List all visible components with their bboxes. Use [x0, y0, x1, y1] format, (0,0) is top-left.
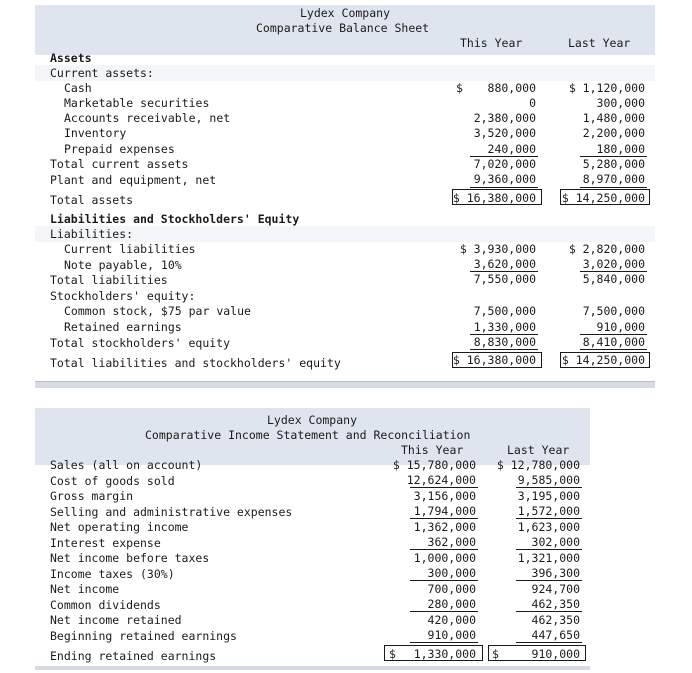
total-assets-this: $ 16,380,000: [452, 191, 536, 205]
underline: [410, 580, 478, 581]
underline: [410, 549, 478, 550]
pretax-last: 1,321,000: [517, 551, 580, 565]
retained-last: 910,000: [596, 320, 645, 334]
pretax-this: 1,000,000: [413, 551, 476, 565]
plant-last: 8,970,000: [582, 172, 645, 186]
current-liab-last: $ 2,820,000: [568, 242, 645, 256]
receivable-this: 2,380,000: [473, 111, 536, 125]
prepaid-last: 180,000: [596, 142, 645, 156]
netinc-last: 924,700: [531, 582, 580, 596]
retained-inc-last: 462,350: [531, 613, 580, 627]
balance-title: Comparative Balance Sheet: [256, 21, 430, 35]
receivable-last: 1,480,000: [582, 111, 645, 125]
prepaid-this: 240,000: [487, 142, 536, 156]
row-label-prepaid: Prepaid expenses: [64, 142, 175, 156]
dollar-sign: $: [389, 647, 396, 661]
ending-last: 910,000: [531, 647, 580, 661]
cogs-last: 9,585,000: [517, 473, 580, 487]
row-label-note-payable: Note payable, 10%: [64, 258, 182, 272]
opinc-this: 1,362,000: [413, 520, 476, 534]
balance-bottom-bar: [35, 381, 655, 388]
row-label-total-liabilities: Total liabilities: [50, 273, 168, 287]
inventory-this: 3,520,000: [473, 126, 536, 140]
underline: [410, 642, 478, 643]
balance-col-last-year: Last Year: [568, 36, 631, 50]
equity-label: Stockholders' equity:: [50, 289, 196, 303]
cogs-this: 12,624,000: [406, 473, 476, 487]
total-equity-last: 8,410,000: [582, 335, 645, 349]
plant-this: 9,360,000: [473, 172, 536, 186]
row-label-retained-earnings: Retained earnings: [64, 320, 182, 334]
row-label-beginning-retained: Beginning retained earnings: [50, 629, 237, 643]
underline: [470, 349, 538, 350]
row-label-interest: Interest expense: [50, 536, 161, 550]
beginning-this: 910,000: [427, 628, 476, 642]
row-label-receivable: Accounts receivable, net: [64, 111, 231, 125]
current-assets-label: Current assets:: [50, 66, 154, 80]
income-title: Comparative Income Statement and Reconciliation: [145, 428, 471, 442]
row-label-total-liab-equity: Total liabilities and stockholders' equity: [50, 356, 341, 370]
row-label-sga: Selling and administrative expenses: [50, 505, 293, 519]
total-liab-last: 5,840,000: [582, 272, 645, 286]
row-label-total-equity: Total stockholders' equity: [50, 336, 231, 350]
underline: [410, 518, 478, 519]
row-label-total-current: Total current assets: [50, 157, 189, 171]
ending-this: 1,330,000: [413, 647, 476, 661]
underline: [516, 642, 582, 643]
total-le-this: $ 16,380,000: [452, 353, 536, 367]
balance-company-name: Lydex Company: [299, 6, 390, 20]
sga-this: 1,794,000: [413, 504, 476, 518]
gross-this: 3,156,000: [413, 489, 476, 503]
underline: [516, 549, 582, 550]
gross-last: 3,195,000: [517, 489, 580, 503]
row-label-operating-income: Net operating income: [50, 520, 189, 534]
row-label-total-assets: Total assets: [50, 193, 134, 207]
underline: [580, 187, 647, 188]
row-label-income-retained: Net income retained: [50, 613, 182, 627]
sga-last: 1,572,000: [517, 504, 580, 518]
total-equity-this: 8,830,000: [473, 335, 536, 349]
row-label-net-income: Net income: [50, 582, 120, 596]
sales-last: $ 12,780,000: [496, 458, 580, 472]
dividends-last: 462,350: [531, 597, 580, 611]
taxes-last: 396,300: [531, 566, 580, 580]
note-this: 3,620,000: [473, 257, 536, 271]
beginning-last: 447,650: [531, 628, 580, 642]
row-label-cogs: Cost of goods sold: [50, 474, 175, 488]
liabilities-label: Liabilities:: [50, 227, 134, 241]
row-label-plant: Plant and equipment, net: [50, 173, 217, 187]
underline: [516, 487, 582, 488]
liabilities-equity-heading: Liabilities and Stockholders' Equity: [50, 212, 300, 226]
netinc-this: 700,000: [427, 582, 476, 596]
row-label-taxes: Income taxes (30%): [50, 567, 175, 581]
row-label-dividends: Common dividends: [50, 598, 161, 612]
taxes-this: 300,000: [427, 566, 476, 580]
row-label-sales: Sales (all on account): [50, 458, 203, 472]
row-label-inventory: Inventory: [64, 126, 127, 140]
common-last: 7,500,000: [582, 304, 645, 318]
current-liab-this: $ 3,930,000: [459, 242, 536, 256]
row-label-gross-margin: Gross margin: [50, 489, 134, 503]
underline: [516, 611, 582, 612]
interest-this: 362,000: [427, 535, 476, 549]
note-last: 3,020,000: [582, 257, 645, 271]
dollar-sign: $: [456, 81, 463, 95]
sales-this: $ 15,780,000: [392, 458, 476, 472]
income-col-this-year: This Year: [401, 443, 464, 457]
cash-last: $ 1,120,000: [568, 81, 645, 95]
row-label-ending-retained: Ending retained earnings: [50, 649, 217, 663]
income-company-name: Lydex Company: [267, 413, 358, 427]
total-current-last: 5,280,000: [582, 157, 645, 171]
retained-inc-this: 420,000: [427, 613, 476, 627]
interest-last: 302,000: [531, 535, 580, 549]
inventory-last: 2,200,000: [582, 126, 645, 140]
row-label-pretax: Net income before taxes: [50, 551, 210, 565]
common-this: 7,500,000: [473, 304, 536, 318]
row-label-current-liabilities: Current liabilities: [64, 242, 196, 256]
underline: [410, 487, 478, 488]
dividends-this: 280,000: [427, 597, 476, 611]
row-label-common-stock: Common stock, $75 par value: [64, 304, 251, 318]
cash-this: 880,000: [487, 81, 536, 95]
income-col-last-year: Last Year: [507, 443, 570, 457]
balance-col-this-year: This Year: [460, 36, 523, 50]
total-liab-this: 7,550,000: [473, 272, 536, 286]
underline: [470, 187, 538, 188]
row-label-cash: Cash: [64, 81, 92, 95]
income-bottom-bar: [35, 666, 590, 670]
securities-this: 0: [529, 96, 536, 110]
underline: [516, 518, 582, 519]
total-assets-last: $ 14,250,000: [561, 191, 645, 205]
underline: [580, 349, 647, 350]
securities-last: 300,000: [596, 96, 645, 110]
total-le-last: $ 14,250,000: [561, 353, 645, 367]
underline: [516, 580, 582, 581]
opinc-last: 1,623,000: [517, 520, 580, 534]
retained-this: 1,330,000: [473, 320, 536, 334]
underline: [410, 611, 478, 612]
dollar-sign: $: [492, 647, 499, 661]
total-current-this: 7,020,000: [473, 157, 536, 171]
row-label-securities: Marketable securities: [64, 96, 210, 110]
assets-heading: Assets: [50, 51, 92, 65]
